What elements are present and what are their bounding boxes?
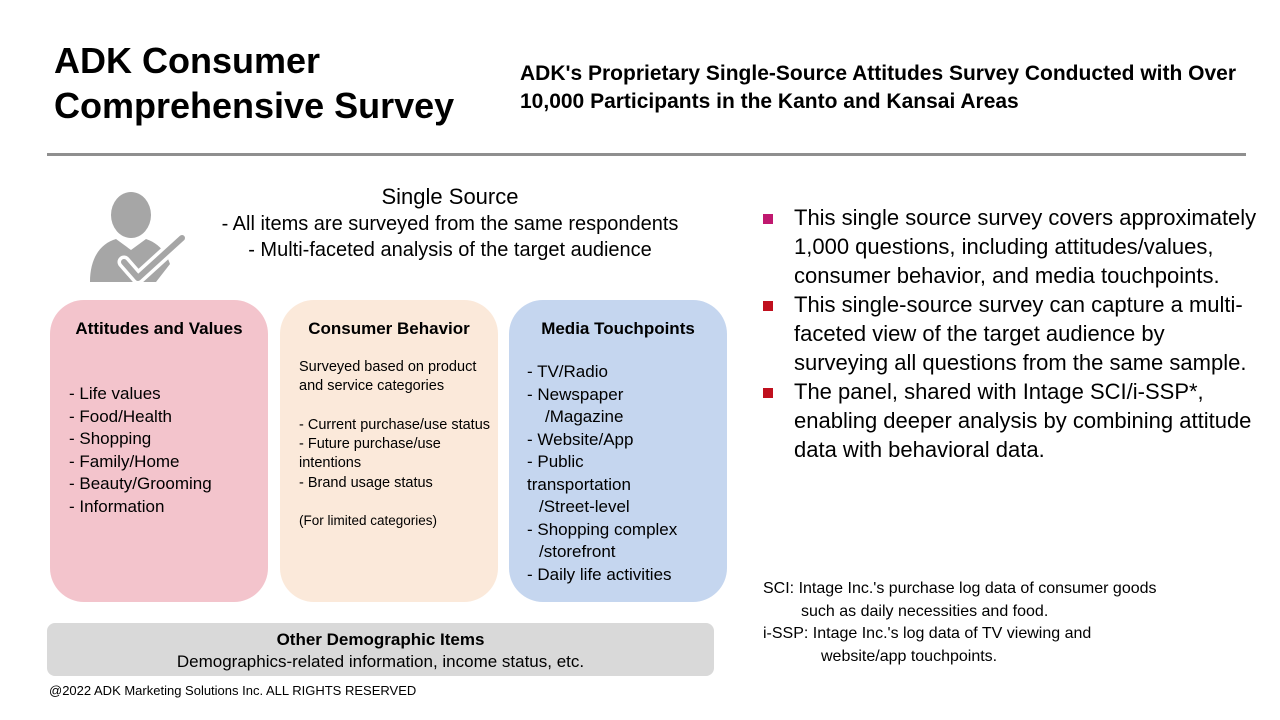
attitudes-card-title: Attitudes and Values [75, 319, 243, 338]
page-title: ADK Consumer Comprehensive Survey [54, 40, 455, 126]
demographics-text: Demographics-related information, income status, etc. [176, 652, 585, 671]
header-divider [47, 153, 1246, 156]
page-subtitle: ADK's Proprietary Single-Source Attitudes Survey Conducted with Over 10,000 Participants in the Kanto and Kansai Areas [520, 62, 1237, 113]
media-touchpoints-card [509, 300, 727, 602]
attitudes-values-card [50, 300, 268, 602]
list-item: - TV/Radio [527, 362, 608, 381]
person-check-icon [86, 190, 186, 290]
media-card-title: Media Touchpoints [541, 319, 695, 338]
single-source-line-1: - All items are surveyed from the same respondents [221, 213, 679, 235]
list-item: /Street-level [539, 497, 630, 516]
consumer-behavior-card [280, 300, 498, 602]
bullet-square-icon [763, 214, 773, 224]
media-list [527, 361, 719, 586]
bullet-text: The panel, shared with Intage SCI/i-SSP*, enabling deeper analysis by combining attitude data with behavioral data. [794, 379, 1252, 462]
single-source-title: Single Source [381, 184, 519, 209]
bullet-item [762, 203, 1262, 290]
list-item: - Current purchase/use status [299, 417, 491, 433]
list-item: - Website/App [527, 429, 634, 449]
list-item: - Daily life activities [527, 564, 672, 584]
bullet-square-icon [763, 388, 773, 398]
footnote-sci-cont: such as daily necessities and food. [801, 602, 1049, 620]
list-item: - Shopping complex [527, 519, 678, 539]
list-item: - Public [527, 452, 584, 471]
bullet-text: This single-source survey can capture a multi-faceted view of the target audience by surveying all questions from the same sample. [794, 292, 1247, 375]
bullet-item [762, 377, 1262, 464]
bullet-text: This single source survey covers approximately 1,000 questions, including attitudes/values, consumer behavior, and media touchpoints. [794, 205, 1257, 288]
list-item: /Magazine [545, 407, 624, 426]
list-item: transportation [527, 474, 631, 494]
list-item: - Life values [69, 384, 161, 403]
behavior-note: (For limited categories) [299, 513, 438, 528]
list-item: - Shopping [69, 429, 152, 448]
behavior-card-title: Consumer Behavior [308, 319, 470, 338]
footnote-issp-cont: website/app touchpoints. [821, 647, 998, 665]
list-item: - Family/Home [69, 451, 180, 471]
attitudes-list [69, 383, 260, 518]
list-item: - Food/Health [69, 406, 172, 426]
bullet-square-icon [763, 301, 773, 311]
list-item: /storefront [539, 542, 616, 561]
list-item: - Newspaper [527, 384, 624, 404]
single-source-line-2: - Multi-faceted analysis of the target audience [248, 239, 652, 261]
demographics-box [47, 623, 714, 676]
bullet-item [762, 290, 1262, 377]
demographics-title: Other Demographic Items [276, 630, 485, 649]
key-points-list [762, 203, 1262, 464]
footnote-issp: i-SSP: Intage Inc.'s log data of TV viewing and [763, 625, 1092, 642]
footnote-sci: SCI: Intage Inc.'s purchase log data of consumer goods [763, 580, 1157, 597]
list-item: - Future purchase/use intentions [299, 436, 441, 472]
list-item: - Brand usage status [299, 474, 433, 491]
behavior-intro: Surveyed based on product and service categories [299, 359, 477, 395]
copyright: @2022 ADK Marketing Solutions Inc. ALL RIGHTS RESERVED [49, 683, 417, 698]
footnotes [763, 578, 1263, 668]
list-item: - Information [69, 496, 165, 516]
behavior-list [299, 416, 490, 493]
list-item: - Beauty/Grooming [69, 474, 212, 493]
